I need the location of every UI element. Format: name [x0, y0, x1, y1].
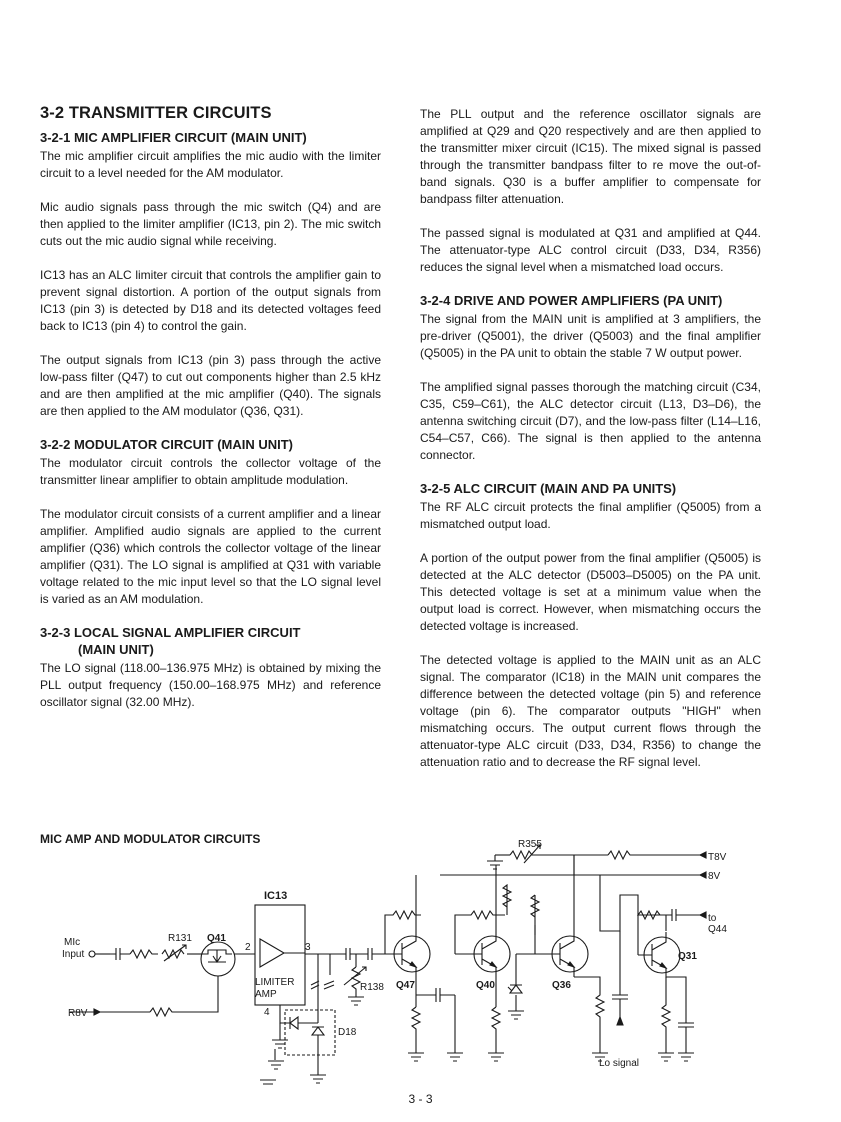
label-q47: Q47 — [396, 980, 415, 991]
label-limiter-2: AMP — [255, 989, 277, 1000]
mic-amp-paragraph-4: The output signals from IC13 (pin 3) pass through the active low-pass filter (Q47) to cut out components higher than 2.5 kHz and are then amplified at the mic amplifier (Q40). The signals are then applied to the AM modulator (Q36, Q31). — [40, 353, 381, 418]
label-to-1: to — [708, 913, 717, 924]
circuit-diagram — [40, 835, 760, 1085]
label-r138: R138 — [360, 982, 384, 993]
q41-transistor — [201, 942, 235, 976]
resistor-t8v-line — [608, 851, 700, 859]
label-q36: Q36 — [552, 980, 571, 991]
local-signal-heading-line2: (MAIN UNIT) — [78, 642, 154, 657]
pll-paragraph-1: The PLL output and the reference oscillator signals are amplified at Q29 and Q20 respectively and are then applied to the transmitter mixer circuit (IC15). The mixed signal is passed through the transmitter bandpass filter to re move the out-of-band signals. Q30 is a buffer amplifier to compensate for bandpass filter attenuation. — [420, 107, 761, 206]
left-column — [40, 104, 381, 711]
label-q41: Q41 — [207, 933, 226, 944]
label-r355: R355 — [518, 839, 542, 850]
label-mic-input-1: MIc — [64, 937, 81, 948]
resistor-q40-collector — [503, 885, 511, 915]
coupling-capacitor-2 — [340, 948, 362, 960]
modulator-paragraph-2: The modulator circuit consists of a current amplifier and a linear amplifier. Amplified audio signals are applied to the current amplifier (Q36) which controls the collector voltage of the linear amplifier (Q31). The LO signal is amplified at Q31 with variable voltage related to the mic input level so that the LO signal level is varied as an AM modulation. — [40, 507, 381, 606]
label-mic-input-2: Input — [62, 949, 85, 960]
d18-box — [285, 1010, 335, 1055]
local-signal-heading-line1: 3-2-3 LOCAL SIGNAL AMPLIFIER CIRCUIT — [40, 625, 301, 640]
label-pin4: 4 — [264, 1007, 270, 1018]
mic-input-terminal — [89, 951, 95, 957]
page-number: 3 - 3 — [408, 1092, 433, 1106]
alc-paragraph-2: A portion of the output power from the final amplifier (Q5005) is detected at the ALC detector (D5003–D5005) on the PA unit. This detected voltage is set at a minimum value when the output load is correct. However, when mismatching occurs the detected voltage is increased. — [420, 551, 761, 633]
label-d18: D18 — [338, 1027, 357, 1038]
label-q31: Q31 — [678, 951, 697, 962]
local-signal-heading — [40, 624, 381, 658]
mic-amp-heading: 3-2-1 MIC AMPLIFIER CIRCUIT (MAIN UNIT) — [40, 130, 307, 145]
label-lo-signal: Lo signal — [599, 1058, 640, 1069]
section-heading: 3-2 TRANSMITTER CIRCUITS — [40, 104, 272, 122]
right-column — [420, 106, 761, 771]
mic-amp-paragraph-3: IC13 has an ALC limiter circuit that controls the amplifier gain to prevent signal distortion. A portion of the output signals from IC13 (pin 3) is detected by D18 and its detected voltages feed back to IC13 (pin 4) to control the gain. — [40, 268, 381, 333]
limiter-amp-symbol — [260, 939, 284, 967]
alc-paragraph-1: The RF ALC circuit protects the final amplifier (Q5005) from a mismatched output load. — [420, 500, 761, 531]
ground-1 — [272, 1040, 288, 1048]
mic-amp-paragraph-2: Mic audio signals pass through the mic switch (Q4) and are then applied to the limiter amplifier (IC13, pin 2). The mic switch cuts out the mic audio signal while receiving. — [40, 200, 381, 248]
figure-title: MIC AMP AND MODULATOR CIRCUITS — [40, 832, 261, 846]
pll-paragraph-2: The passed signal is modulated at Q31 and amplified at Q44. The attenuator-type ALC control circuit (D33, D34, R356) reduces the signal level when a mismatched load occurs. — [420, 226, 761, 274]
label-to-2: Q44 — [708, 924, 727, 935]
resistor-r-mic — [130, 950, 158, 958]
drive-paragraph-1: The signal from the MAIN unit is amplified at 3 amplifiers, the pre-driver (Q5001), the driver (Q5003) and the final amplifier (Q5005) in the PA unit to obtain the stable 7 W output power. — [420, 312, 761, 360]
drive-paragraph-2: The amplified signal passes thorough the matching circuit (C34, C35, C59–C61), the ALC detector circuit (L13, D3–D6), the antenna switching circuit (D7), and the low-pass filter (L14–L16, C54–C57, C66). The signal is then applied to the antenna connector. — [420, 380, 761, 462]
resistor-r138 — [352, 967, 360, 997]
resistor-r8v — [150, 976, 218, 1016]
local-signal-paragraph: The LO signal (118.00–136.975 MHz) is obtained by mixing the PLL output frequency (150.00–168.975 MHz) and reference oscillator signal (32.00 MHz). — [40, 661, 381, 709]
label-pin3: 3 — [305, 942, 311, 953]
modulator-heading: 3-2-2 MODULATOR CIRCUIT (MAIN UNIT) — [40, 437, 294, 452]
label-q40: Q40 — [476, 980, 495, 991]
ground-2 — [310, 1075, 326, 1083]
drive-heading: 3-2-4 DRIVE AND POWER AMPLIFIERS (PA UNIT) — [420, 293, 723, 308]
label-limiter-1: LIMITER — [255, 977, 295, 988]
label-pin2: 2 — [245, 942, 251, 953]
coupling-capacitor-1 — [110, 948, 130, 960]
mic-amp-paragraph-1: The mic amplifier circuit amplifies the mic audio with the limiter circuit to a level needed for the AM modulator. — [40, 149, 381, 180]
label-8v: 8V — [708, 871, 721, 882]
label-r8v: R8V — [68, 1008, 88, 1019]
resistor-q47-emitter — [412, 1007, 420, 1045]
coupling-capacitor-3 — [362, 948, 388, 960]
label-r131: R131 — [168, 933, 192, 944]
modulator-paragraph-1: The modulator circuit controls the collector voltage of the transmitter linear amplifier to obtain amplitude modulation. — [40, 456, 381, 487]
resistor-r355 — [510, 851, 608, 859]
alc-heading: 3-2-5 ALC CIRCUIT (MAIN AND PA UNITS) — [420, 481, 677, 496]
label-ic13: IC13 — [264, 890, 288, 902]
label-t8v: T8V — [708, 852, 727, 863]
alc-paragraph-3: The detected voltage is applied to the MAIN unit as an ALC signal. The comparator (IC18) in the MAIN unit compares the difference between the detected voltage (pin 5) and reference voltage (pin 6). The comparator outputs "HIGH" when mismatching occurs. The output current flows through the attenuator-type ALC circuit (D33, D34, R356) to change the attenuation ratio and to decrease the RF signal level. — [420, 653, 761, 769]
